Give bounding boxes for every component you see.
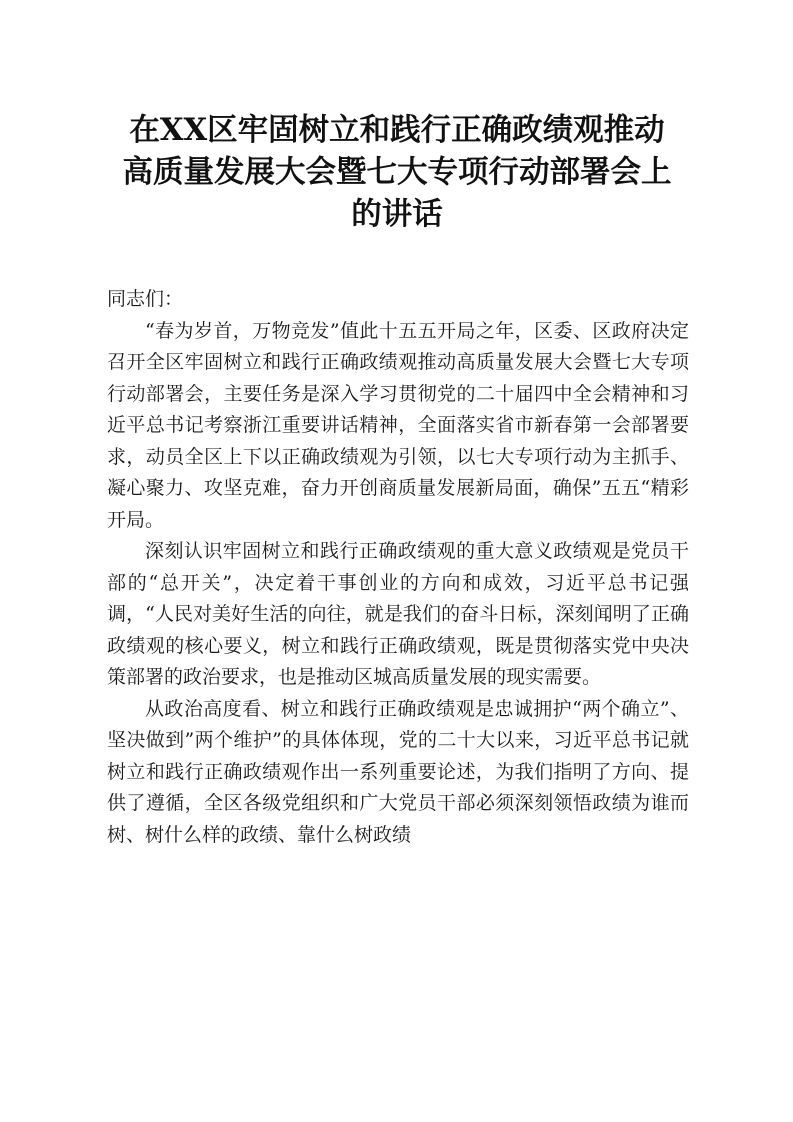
paragraph: 从政治高度看、树立和践行正确政绩观是忠诚拥护“两个确立”、坚决做到”两个维护”的具体体现，党的二十大以来，习近平总书记就树立和践行正确政绩观作出一系列重要论述，为我们指明了方向、提供了遵循，全区各级党组织和广大党员干部必须深刻领悟政绩为谁而树、树什么样的政绩、靠什么树政绩: [107, 697, 689, 846]
document-body: [107, 284, 689, 851]
document-title: [104, 109, 690, 235]
title-line: 在XX区牢固树立和践行正确政绩观推动: [129, 112, 665, 148]
title-line: 的讲话: [351, 196, 443, 232]
salutation: 同志们：: [107, 288, 184, 310]
paragraph: 深刻认识牢固树立和践行正确政绩观的重大意义政绩观是党员干部的“总开关”，决定着干事创业的方向和成效，习近平总书记强调，“人民对美好生活的向往，就是我们的奋斗日标，深刻闻明了正确政绩观的核心要义，树立和践行正确政绩观，既是贯彻落实党中央决策部署的政治要求，也是推动区城高质量发展的现实需要。: [107, 540, 689, 688]
paragraph: “春为岁首，万物竞发”值此十五五开局之年，区委、区政府决定召开全区牢固树立和践行正确政绩观推动高质量发展大会暨七大专项行动部署会，主要任务是深入学习贯彻党的二十届四中全会精神和习近平总书记考察浙江重要讲话精神，全面落实省市新春第一会部署要求，动员全区上下以正确政绩观为引领，以七大专项行动为主抓手、凝心聚力、攻坚克难，奋力开创商质量发展新局面，确保”五五“精彩开局。: [107, 319, 689, 531]
title-line: 高质量发展大会暨七大专项行动部署会上: [122, 154, 672, 190]
